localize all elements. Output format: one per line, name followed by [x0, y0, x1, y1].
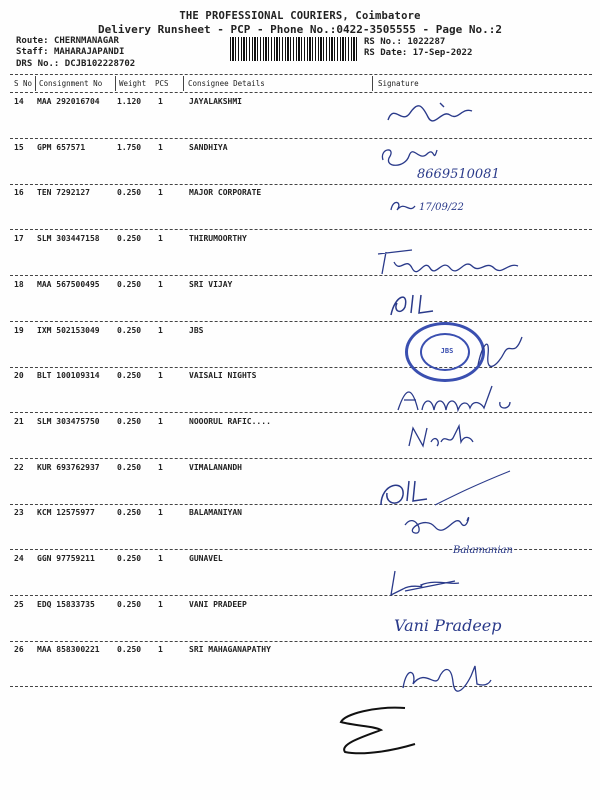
row-pcs: 1 — [158, 97, 163, 106]
row-consignee: VAISALI NIGHTS — [189, 371, 257, 381]
row-consignment-no: MAA 567500495 — [37, 279, 100, 289]
row-weight: 0.250 — [117, 416, 142, 426]
row-consignee: MAJOR CORPORATE — [189, 188, 262, 198]
rs-no-label: RS No.: — [364, 37, 402, 47]
row-consignment-no: SLM 303447158 — [37, 234, 100, 244]
staff-label: Staff: — [16, 47, 49, 57]
row-weight: 1.750 — [117, 142, 142, 152]
signature-gunavel — [385, 565, 475, 600]
row-sno: 14 — [14, 97, 24, 106]
row-pcs: 1 — [158, 234, 163, 244]
row-consignment-no: KCM 12575977 — [37, 508, 95, 518]
row-weight: 1.120 — [117, 97, 142, 106]
row-consignment-no: MAA 858300221 — [37, 645, 100, 655]
row-separator — [10, 138, 592, 139]
row-weight: 0.250 — [117, 188, 142, 198]
row-sno: 21 — [14, 416, 24, 426]
signature-balamaniyan — [395, 505, 565, 560]
col-header-consignment: Consignment No — [39, 79, 103, 88]
signature-phone: 8669510081 — [417, 167, 500, 182]
row-consignment-no: KUR 693762937 — [37, 462, 100, 472]
row-pcs: 1 — [158, 325, 163, 335]
row-weight: 0.250 — [117, 325, 142, 335]
row-weight: 0.250 — [117, 599, 142, 609]
col-divider — [372, 76, 373, 91]
col-header-sno: S No — [14, 79, 33, 88]
row-weight: 0.250 — [117, 554, 142, 563]
row-consignment-no: GPM 657571 — [37, 142, 86, 152]
signature-date: 17/09/22 — [419, 202, 464, 213]
row-weight: 0.250 — [117, 371, 142, 381]
company-title: THE PROFESSIONAL COURIERS, Coimbatore — [179, 10, 421, 22]
row-weight: 0.250 — [117, 462, 142, 472]
row-weight: 0.250 — [117, 508, 142, 518]
row-pcs: 1 — [158, 462, 163, 472]
signature-vani-pradeep — [392, 605, 512, 641]
row-sno: 20 — [14, 371, 24, 381]
header-bottom-rule — [10, 92, 592, 93]
row-consignee: SANDHIYA — [189, 142, 228, 152]
row-sno: 23 — [14, 508, 24, 518]
col-header-weight: Weight — [119, 79, 147, 88]
col-header-consignee: Consignee Details — [188, 79, 265, 88]
row-consignment-no: EDQ 15833735 — [37, 599, 95, 609]
row-pcs: 1 — [158, 142, 163, 152]
row-pcs: 1 — [158, 645, 163, 655]
drs-value: DCJB102228702 — [64, 59, 136, 69]
row-sno: 22 — [14, 462, 24, 472]
row-consignment-no: BLT 100109314 — [37, 371, 100, 381]
row-sno: 26 — [14, 645, 24, 655]
staff-value: MAHARAJAPANDI — [53, 47, 125, 57]
signature-nooorul-rafic — [405, 420, 485, 452]
row-sno: 24 — [14, 554, 24, 563]
row-consignee: VANI PRADEEP — [189, 599, 247, 609]
signature-vani: Vani Pradeep — [394, 616, 502, 635]
row-separator — [10, 321, 592, 322]
row-consignment-no: IXM 502153049 — [37, 325, 100, 335]
row-consignee: SRI MAHAGANAPATHY — [189, 645, 271, 655]
row-consignee: VIMALANANDH — [189, 462, 242, 472]
row-sno: 19 — [14, 325, 24, 335]
signature-thirumoorthy — [372, 240, 537, 280]
row-sno: 15 — [14, 142, 24, 152]
row-separator — [10, 229, 592, 230]
row-pcs: 1 — [158, 416, 163, 426]
signature-jbs — [470, 325, 530, 375]
route-value: CHERNMANAGAR — [53, 36, 119, 46]
row-pcs: 1 — [158, 371, 163, 381]
row-consignee: BALAMANIYAN — [189, 508, 242, 518]
row-weight: 0.250 — [117, 645, 142, 655]
staff-line — [16, 47, 124, 57]
row-consignee: THIRUMOORTHY — [189, 234, 247, 244]
signature-jayalakshmi — [380, 95, 490, 135]
signature-sri-vijay — [385, 285, 445, 320]
row-pcs: 1 — [158, 279, 163, 289]
drs-label: DRS No.: — [16, 59, 60, 69]
row-consignee: GUNAVEL — [189, 554, 223, 563]
row-sno: 16 — [14, 188, 24, 198]
col-divider — [115, 76, 116, 91]
row-separator — [10, 458, 592, 459]
signature-major-corporate — [385, 192, 485, 222]
row-consignment-no: TEN 7292127 — [37, 188, 90, 198]
col-divider — [35, 76, 36, 91]
col-divider — [183, 76, 184, 91]
row-consignment-no: SLM 303475750 — [37, 416, 100, 426]
row-weight: 0.250 — [117, 279, 142, 289]
header-top-rule — [10, 74, 592, 75]
courier-signature — [325, 700, 425, 760]
barcode — [230, 37, 358, 61]
stamp-text: JBS — [440, 347, 454, 355]
runsheet-subtitle: Delivery Runsheet - PCP - Phone No.:0422-3505555 - Page No.:2 — [98, 23, 502, 36]
row-pcs: 1 — [158, 508, 163, 518]
row-consignee: JBS — [189, 325, 204, 335]
row-consignee: NOOORUL RAFIC.... — [189, 416, 271, 426]
row-weight: 0.250 — [117, 234, 142, 244]
route-line — [16, 36, 119, 46]
rs-date-value: 17-Sep-2022 — [412, 48, 473, 58]
row-consignment-no: GGN 97759211 — [37, 554, 95, 563]
signature-sri-mahaganapathy — [395, 658, 505, 698]
row-pcs: 1 — [158, 188, 163, 198]
route-label: Route: — [16, 36, 49, 46]
drs-line — [16, 59, 135, 69]
row-sno: 25 — [14, 599, 24, 609]
row-consignee: JAYALAKSHMI — [189, 97, 242, 106]
row-pcs: 1 — [158, 599, 163, 609]
row-consignee: SRI VIJAY — [189, 279, 233, 289]
col-header-signature: Signature — [378, 79, 419, 88]
rs-no-line — [364, 37, 445, 47]
row-sno: 18 — [14, 279, 24, 289]
row-sno: 17 — [14, 234, 24, 244]
rs-date-label: RS Date: — [364, 48, 408, 58]
signature-sandhiya — [375, 140, 515, 185]
row-pcs: 1 — [158, 554, 163, 563]
rs-no-value: 1022287 — [407, 37, 446, 47]
signature-name: Balamanian — [453, 545, 513, 556]
row-consignment-no: MAA 292016704 — [37, 97, 100, 106]
row-separator — [10, 595, 592, 596]
col-header-pcs: PCS — [155, 79, 169, 88]
rs-date-line — [364, 48, 472, 58]
signature-vaisali-nights — [392, 380, 542, 416]
